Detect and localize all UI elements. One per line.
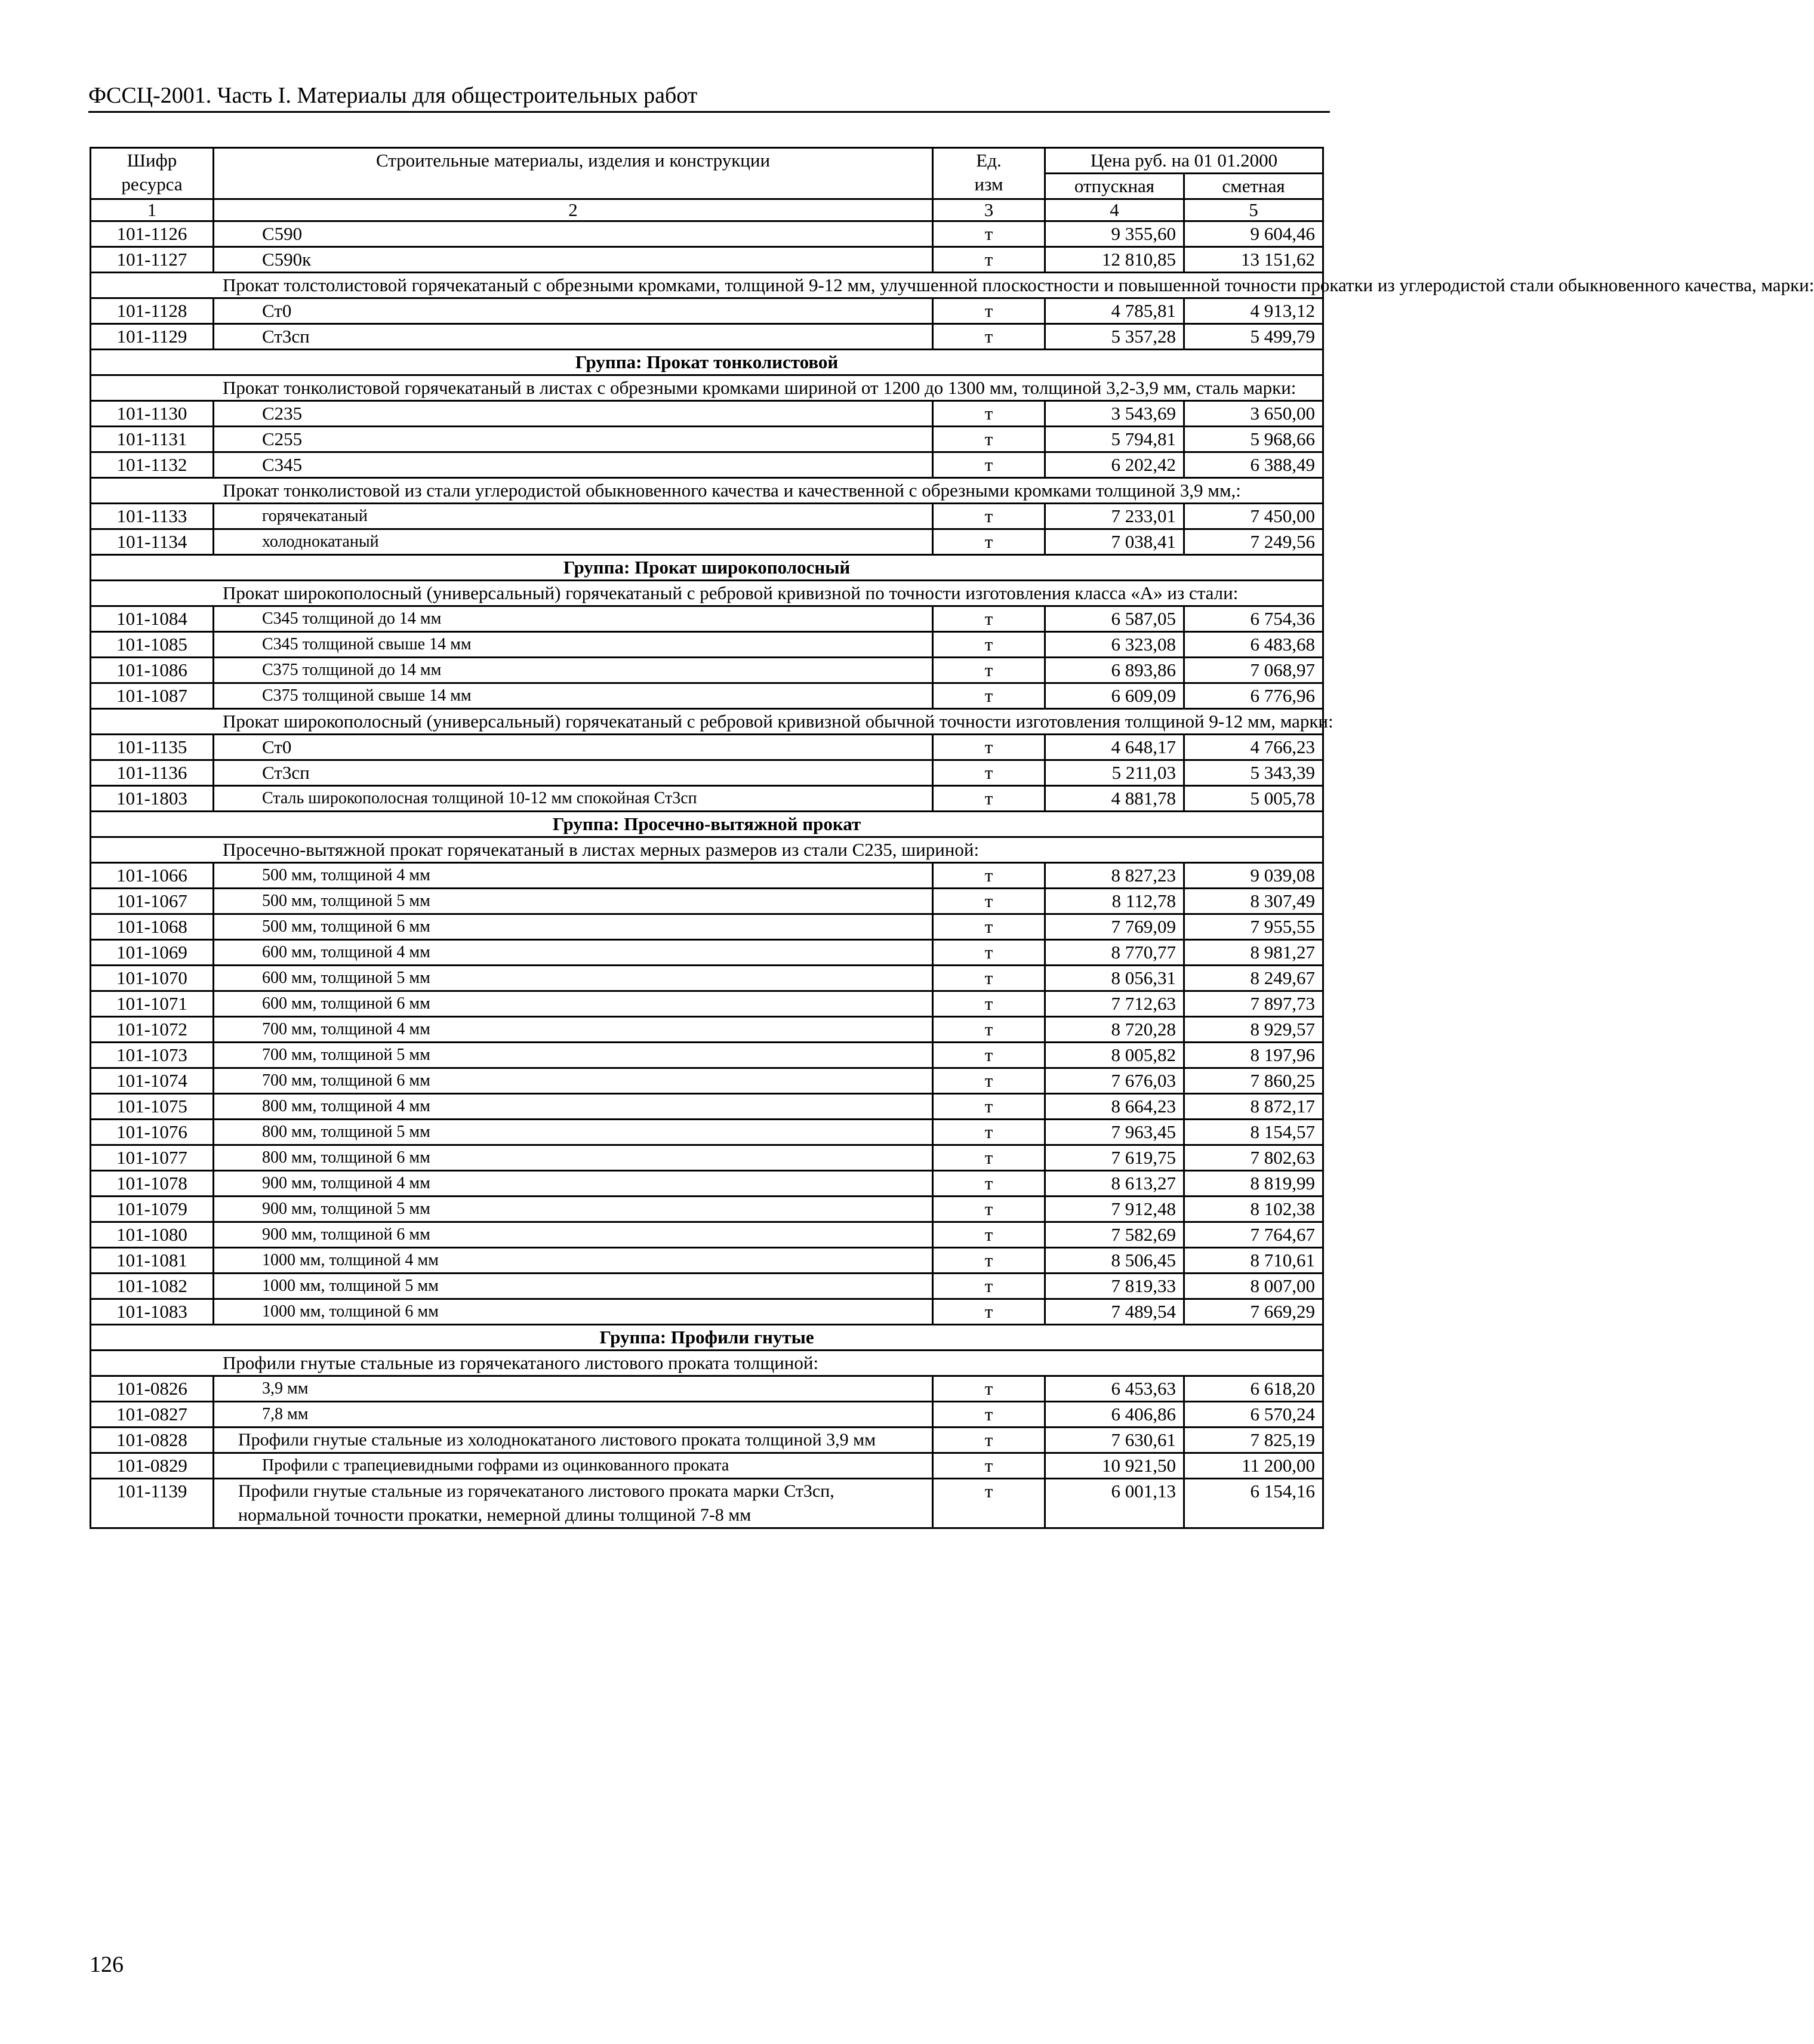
table-row	[91, 1094, 1323, 1120]
price-release: 6 001,13	[1045, 1479, 1184, 1528]
price-estimate: 8 872,17	[1184, 1094, 1323, 1120]
page-number: 126	[90, 1952, 124, 1977]
material-name: С590к	[214, 247, 933, 273]
price-release: 7 038,41	[1045, 529, 1184, 555]
material-name: С345	[214, 452, 933, 478]
table-row	[91, 1376, 1323, 1402]
price-estimate: 3 650,00	[1184, 401, 1323, 427]
table-column-numbers-row	[91, 199, 1323, 221]
unit: т	[933, 529, 1045, 555]
material-name: 600 мм, толщиной 5 мм	[214, 966, 933, 991]
price-estimate: 7 068,97	[1184, 658, 1323, 683]
table-row	[91, 1043, 1323, 1068]
price-release: 7 582,69	[1045, 1222, 1184, 1248]
description-row	[91, 1351, 1323, 1376]
table-row	[91, 786, 1323, 812]
resource-code: 101-1130	[91, 401, 214, 427]
header-price-title: Цена руб. на 01 01.2000	[1045, 148, 1323, 174]
unit: т	[933, 760, 1045, 786]
material-name: С255	[214, 427, 933, 452]
table-row	[91, 683, 1323, 709]
resource-code: 101-1083	[91, 1299, 214, 1325]
price-estimate: 6 483,68	[1184, 632, 1323, 658]
material-name: 700 мм, толщиной 6 мм	[214, 1068, 933, 1094]
unit: т	[933, 1171, 1045, 1197]
unit: т	[933, 452, 1045, 478]
table-row	[91, 658, 1323, 683]
resource-code: 101-1084	[91, 606, 214, 632]
unit: т	[933, 1043, 1045, 1068]
page-header-title: ФССЦ-2001. Часть I. Материалы для общестроительных работ	[88, 83, 698, 108]
unit: т	[933, 298, 1045, 324]
material-name: Ст3сп	[214, 760, 933, 786]
table-row	[91, 1120, 1323, 1145]
price-release: 5 794,81	[1045, 427, 1184, 452]
unit: т	[933, 966, 1045, 991]
price-estimate: 8 307,49	[1184, 889, 1323, 914]
price-estimate: 8 102,38	[1184, 1197, 1323, 1222]
material-name: 7,8 мм	[214, 1402, 933, 1428]
unit: т	[933, 914, 1045, 940]
resource-code: 101-0828	[91, 1428, 214, 1453]
price-estimate: 7 825,19	[1184, 1428, 1323, 1453]
price-estimate: 5 343,39	[1184, 760, 1323, 786]
price-estimate: 5 968,66	[1184, 427, 1323, 452]
material-name: Профили гнутые стальные из горячекатаного листового проката марки Ст3сп, нормальной точности прокатки, немерной длины толщиной 7-8 мм	[214, 1479, 933, 1528]
price-release: 6 893,86	[1045, 658, 1184, 683]
resource-code: 101-1803	[91, 786, 214, 812]
price-estimate: 7 249,56	[1184, 529, 1323, 555]
price-release: 4 648,17	[1045, 735, 1184, 760]
material-name: 700 мм, толщиной 4 мм	[214, 1017, 933, 1043]
unit: т	[933, 1428, 1045, 1453]
description-row	[91, 375, 1323, 401]
table-row	[91, 247, 1323, 273]
price-estimate: 8 197,96	[1184, 1043, 1323, 1068]
resource-code: 101-1066	[91, 863, 214, 889]
table-row	[91, 863, 1323, 889]
header-code: Шифр ресурса	[91, 148, 214, 199]
material-name: 900 мм, толщиной 5 мм	[214, 1197, 933, 1222]
unit: т	[933, 940, 1045, 966]
unit: т	[933, 401, 1045, 427]
material-name: С590	[214, 221, 933, 247]
resource-code: 101-1068	[91, 914, 214, 940]
price-release: 6 609,09	[1045, 683, 1184, 709]
price-estimate: 8 981,27	[1184, 940, 1323, 966]
price-release: 7 769,09	[1045, 914, 1184, 940]
resource-code: 101-1131	[91, 427, 214, 452]
table-row	[91, 1248, 1323, 1274]
unit: т	[933, 991, 1045, 1017]
material-name: Сталь широкополосная толщиной 10-12 мм спокойная Ст3сп	[214, 786, 933, 812]
unit: т	[933, 735, 1045, 760]
table-row	[91, 1068, 1323, 1094]
price-estimate: 13 151,62	[1184, 247, 1323, 273]
price-release: 7 630,61	[1045, 1428, 1184, 1453]
table-row	[91, 1274, 1323, 1299]
price-release: 7 819,33	[1045, 1274, 1184, 1299]
price-release: 3 543,69	[1045, 401, 1184, 427]
unit: т	[933, 683, 1045, 709]
table-row	[91, 991, 1323, 1017]
material-name: холоднокатаный	[214, 529, 933, 555]
price-estimate: 6 154,16	[1184, 1479, 1323, 1528]
table-row	[91, 632, 1323, 658]
material-name: Ст0	[214, 735, 933, 760]
table-row	[91, 1402, 1323, 1428]
price-release: 8 112,78	[1045, 889, 1184, 914]
table-row	[91, 324, 1323, 350]
price-release: 7 619,75	[1045, 1145, 1184, 1171]
price-estimate: 7 669,29	[1184, 1299, 1323, 1325]
unit: т	[933, 632, 1045, 658]
resource-code: 101-1134	[91, 529, 214, 555]
description-row	[91, 478, 1323, 504]
table-row	[91, 966, 1323, 991]
material-name: 1000 мм, толщиной 4 мм	[214, 1248, 933, 1274]
price-estimate: 6 388,49	[1184, 452, 1323, 478]
group-title: Группа: Прокат тонколистовой	[91, 350, 1323, 375]
price-estimate: 8 819,99	[1184, 1171, 1323, 1197]
unit: т	[933, 1274, 1045, 1299]
section-description: Профили гнутые стальные из горячекатаного листового проката толщиной:	[91, 1351, 1323, 1376]
price-release: 5 357,28	[1045, 324, 1184, 350]
unit: т	[933, 606, 1045, 632]
group-row	[91, 555, 1323, 581]
group-row	[91, 1325, 1323, 1351]
price-estimate: 8 929,57	[1184, 1017, 1323, 1043]
material-name: 1000 мм, толщиной 5 мм	[214, 1274, 933, 1299]
unit: т	[933, 1145, 1045, 1171]
price-release: 7 912,48	[1045, 1197, 1184, 1222]
price-release: 12 810,85	[1045, 247, 1184, 273]
price-release: 8 613,27	[1045, 1171, 1184, 1197]
resource-code: 101-1081	[91, 1248, 214, 1274]
material-name: Ст0	[214, 298, 933, 324]
table-row	[91, 914, 1323, 940]
material-name: С235	[214, 401, 933, 427]
group-row	[91, 350, 1323, 375]
table-row	[91, 1453, 1323, 1479]
resource-code: 101-1067	[91, 889, 214, 914]
price-release: 7 712,63	[1045, 991, 1184, 1017]
description-row	[91, 837, 1323, 863]
price-estimate: 11 200,00	[1184, 1453, 1323, 1479]
table-row	[91, 298, 1323, 324]
price-release: 7 963,45	[1045, 1120, 1184, 1145]
resource-code: 101-1133	[91, 504, 214, 529]
material-name: 600 мм, толщиной 6 мм	[214, 991, 933, 1017]
price-estimate: 7 955,55	[1184, 914, 1323, 940]
price-release: 8 770,77	[1045, 940, 1184, 966]
table-row	[91, 1017, 1323, 1043]
price-estimate: 7 860,25	[1184, 1068, 1323, 1094]
material-name: С345 толщиной до 14 мм	[214, 606, 933, 632]
price-estimate: 8 154,57	[1184, 1120, 1323, 1145]
resource-code: 101-1073	[91, 1043, 214, 1068]
price-release: 10 921,50	[1045, 1453, 1184, 1479]
price-estimate: 6 618,20	[1184, 1376, 1323, 1402]
material-name: 1000 мм, толщиной 6 мм	[214, 1299, 933, 1325]
price-estimate: 6 776,96	[1184, 683, 1323, 709]
price-release: 6 406,86	[1045, 1402, 1184, 1428]
price-release: 8 056,31	[1045, 966, 1184, 991]
price-estimate: 5 005,78	[1184, 786, 1323, 812]
col-number: 4	[1045, 199, 1184, 221]
resource-code: 101-1079	[91, 1197, 214, 1222]
price-release: 8 005,82	[1045, 1043, 1184, 1068]
unit: т	[933, 324, 1045, 350]
resource-code: 101-1139	[91, 1479, 214, 1528]
resource-code: 101-1136	[91, 760, 214, 786]
price-table-body	[91, 148, 1814, 1528]
price-release: 6 453,63	[1045, 1376, 1184, 1402]
price-release: 8 506,45	[1045, 1248, 1184, 1274]
material-name: С375 толщиной до 14 мм	[214, 658, 933, 683]
resource-code: 101-1074	[91, 1068, 214, 1094]
section-description: Прокат широкополосный (универсальный) горячекатаный с ребровой кривизной обычной точности изготовления толщиной 9-12 мм, марки:	[91, 709, 1323, 735]
price-release: 6 323,08	[1045, 632, 1184, 658]
price-estimate: 7 897,73	[1184, 991, 1323, 1017]
group-row	[91, 812, 1323, 837]
resource-code: 101-1086	[91, 658, 214, 683]
resource-code: 101-1072	[91, 1017, 214, 1043]
resource-code: 101-1127	[91, 247, 214, 273]
material-name: горячекатаный	[214, 504, 933, 529]
price-release: 8 827,23	[1045, 863, 1184, 889]
material-name: 800 мм, толщиной 4 мм	[214, 1094, 933, 1120]
table-row	[91, 606, 1323, 632]
price-estimate: 6 570,24	[1184, 1402, 1323, 1428]
price-estimate: 4 766,23	[1184, 735, 1323, 760]
resource-code: 101-1132	[91, 452, 214, 478]
table-row	[91, 401, 1323, 427]
price-estimate: 8 249,67	[1184, 966, 1323, 991]
unit: т	[933, 658, 1045, 683]
price-estimate: 4 913,12	[1184, 298, 1323, 324]
table-row	[91, 504, 1323, 529]
unit: т	[933, 1094, 1045, 1120]
resource-code: 101-1129	[91, 324, 214, 350]
price-estimate: 9 039,08	[1184, 863, 1323, 889]
table-row	[91, 529, 1323, 555]
header-price-release: отпускная	[1045, 174, 1184, 199]
price-release: 7 676,03	[1045, 1068, 1184, 1094]
price-release: 5 211,03	[1045, 760, 1184, 786]
table-row	[91, 940, 1323, 966]
table-row	[91, 760, 1323, 786]
unit: т	[933, 1299, 1045, 1325]
unit: т	[933, 1197, 1045, 1222]
price-estimate: 6 754,36	[1184, 606, 1323, 632]
price-release: 6 587,05	[1045, 606, 1184, 632]
unit: т	[933, 1017, 1045, 1043]
unit: т	[933, 863, 1045, 889]
resource-code: 101-1078	[91, 1171, 214, 1197]
unit: т	[933, 427, 1045, 452]
price-release: 8 664,23	[1045, 1094, 1184, 1120]
material-name: 800 мм, толщиной 5 мм	[214, 1120, 933, 1145]
description-row	[91, 581, 1323, 606]
unit: т	[933, 1068, 1045, 1094]
table-header-row	[91, 148, 1323, 174]
price-release: 6 202,42	[1045, 452, 1184, 478]
material-name: 800 мм, толщиной 6 мм	[214, 1145, 933, 1171]
resource-code: 101-1069	[91, 940, 214, 966]
material-name: 900 мм, толщиной 6 мм	[214, 1222, 933, 1248]
group-title: Группа: Просечно-вытяжной прокат	[91, 812, 1323, 837]
group-title: Группа: Прокат широкополосный	[91, 555, 1323, 581]
header-name: Строительные материалы, изделия и конструкции	[214, 148, 933, 199]
price-estimate: 7 450,00	[1184, 504, 1323, 529]
col-number: 5	[1184, 199, 1323, 221]
unit: т	[933, 1376, 1045, 1402]
header-price-estimate: сметная	[1184, 174, 1323, 199]
unit: т	[933, 786, 1045, 812]
material-name: Ст3сп	[214, 324, 933, 350]
table-row	[91, 1171, 1323, 1197]
price-release: 4 881,78	[1045, 786, 1184, 812]
unit: т	[933, 1120, 1045, 1145]
material-name: С375 толщиной свыше 14 мм	[214, 683, 933, 709]
material-name: 500 мм, толщиной 5 мм	[214, 889, 933, 914]
table-row	[91, 889, 1323, 914]
description-row	[91, 709, 1323, 735]
table-row	[91, 452, 1323, 478]
material-name: 900 мм, толщиной 4 мм	[214, 1171, 933, 1197]
price-estimate: 7 764,67	[1184, 1222, 1323, 1248]
material-name: 500 мм, толщиной 6 мм	[214, 914, 933, 940]
unit: т	[933, 1402, 1045, 1428]
unit: т	[933, 1479, 1045, 1528]
group-title: Группа: Профили гнутые	[91, 1325, 1323, 1351]
page-header	[88, 82, 1330, 113]
material-name: Профили гнутые стальные из холоднокатаного листового проката толщиной 3,9 мм	[214, 1428, 933, 1453]
resource-code: 101-1080	[91, 1222, 214, 1248]
price-estimate: 8 007,00	[1184, 1274, 1323, 1299]
section-description: Прокат широкополосный (универсальный) горячекатаный с ребровой кривизной по точности изготовления класса «А» из стали:	[91, 581, 1323, 606]
table-row	[91, 1222, 1323, 1248]
header-unit: Ед. изм	[933, 148, 1045, 199]
section-description: Прокат тонколистовой из стали углеродистой обыкновенного качества и качественной с обрезными кромками толщиной 3,9 мм,:	[91, 478, 1323, 504]
material-name: 700 мм, толщиной 5 мм	[214, 1043, 933, 1068]
unit: т	[933, 1453, 1045, 1479]
col-number: 3	[933, 199, 1045, 221]
price-estimate: 7 802,63	[1184, 1145, 1323, 1171]
resource-code: 101-1071	[91, 991, 214, 1017]
unit: т	[933, 247, 1045, 273]
unit: т	[933, 889, 1045, 914]
table-row	[91, 1428, 1323, 1453]
resource-code: 101-1076	[91, 1120, 214, 1145]
unit: т	[933, 504, 1045, 529]
price-release: 9 355,60	[1045, 221, 1184, 247]
price-release: 7 233,01	[1045, 504, 1184, 529]
table-row	[91, 1197, 1323, 1222]
section-description: Просечно-вытяжной прокат горячекатаный в листах мерных размеров из стали С235, шириной:	[91, 837, 1323, 863]
section-description: Прокат тонколистовой горячекатаный в листах с обрезными кромками шириной от 1200 до 1300 мм, толщиной 3,2-3,9 мм, сталь марки:	[91, 375, 1323, 401]
resource-code: 101-1077	[91, 1145, 214, 1171]
table-row	[91, 221, 1323, 247]
resource-code: 101-1135	[91, 735, 214, 760]
resource-code: 101-0826	[91, 1376, 214, 1402]
resource-code: 101-0827	[91, 1402, 214, 1428]
material-name: С345 толщиной свыше 14 мм	[214, 632, 933, 658]
price-estimate: 8 710,61	[1184, 1248, 1323, 1274]
material-name: 3,9 мм	[214, 1376, 933, 1402]
price-table	[90, 147, 1814, 1529]
resource-code: 101-1128	[91, 298, 214, 324]
description-row	[91, 273, 1323, 298]
table-row	[91, 1299, 1323, 1325]
price-release: 4 785,81	[1045, 298, 1184, 324]
unit: т	[933, 1222, 1045, 1248]
col-number: 2	[214, 199, 933, 221]
material-name: 600 мм, толщиной 4 мм	[214, 940, 933, 966]
price-estimate: 5 499,79	[1184, 324, 1323, 350]
table-row	[91, 735, 1323, 760]
price-estimate: 9 604,46	[1184, 221, 1323, 247]
table-row	[91, 1479, 1323, 1528]
unit: т	[933, 221, 1045, 247]
resource-code: 101-1087	[91, 683, 214, 709]
table-row	[91, 1145, 1323, 1171]
price-release: 8 720,28	[1045, 1017, 1184, 1043]
resource-code: 101-0829	[91, 1453, 214, 1479]
resource-code: 101-1075	[91, 1094, 214, 1120]
resource-code: 101-1082	[91, 1274, 214, 1299]
resource-code: 101-1085	[91, 632, 214, 658]
col-number: 1	[91, 199, 214, 221]
resource-code: 101-1070	[91, 966, 214, 991]
table-row	[91, 427, 1323, 452]
unit: т	[933, 1248, 1045, 1274]
material-name: 500 мм, толщиной 4 мм	[214, 863, 933, 889]
material-name: Профили с трапециевидными гофрами из оцинкованного проката	[214, 1453, 933, 1479]
section-description: Прокат толстолистовой горячекатаный с обрезными кромками, толщиной 9-12 мм, улучшенной плоскостности и повышенной точности прокатки из углеродистой стали обыкновенного качества, марки:	[91, 273, 1323, 298]
price-release: 7 489,54	[1045, 1299, 1184, 1325]
resource-code: 101-1126	[91, 221, 214, 247]
